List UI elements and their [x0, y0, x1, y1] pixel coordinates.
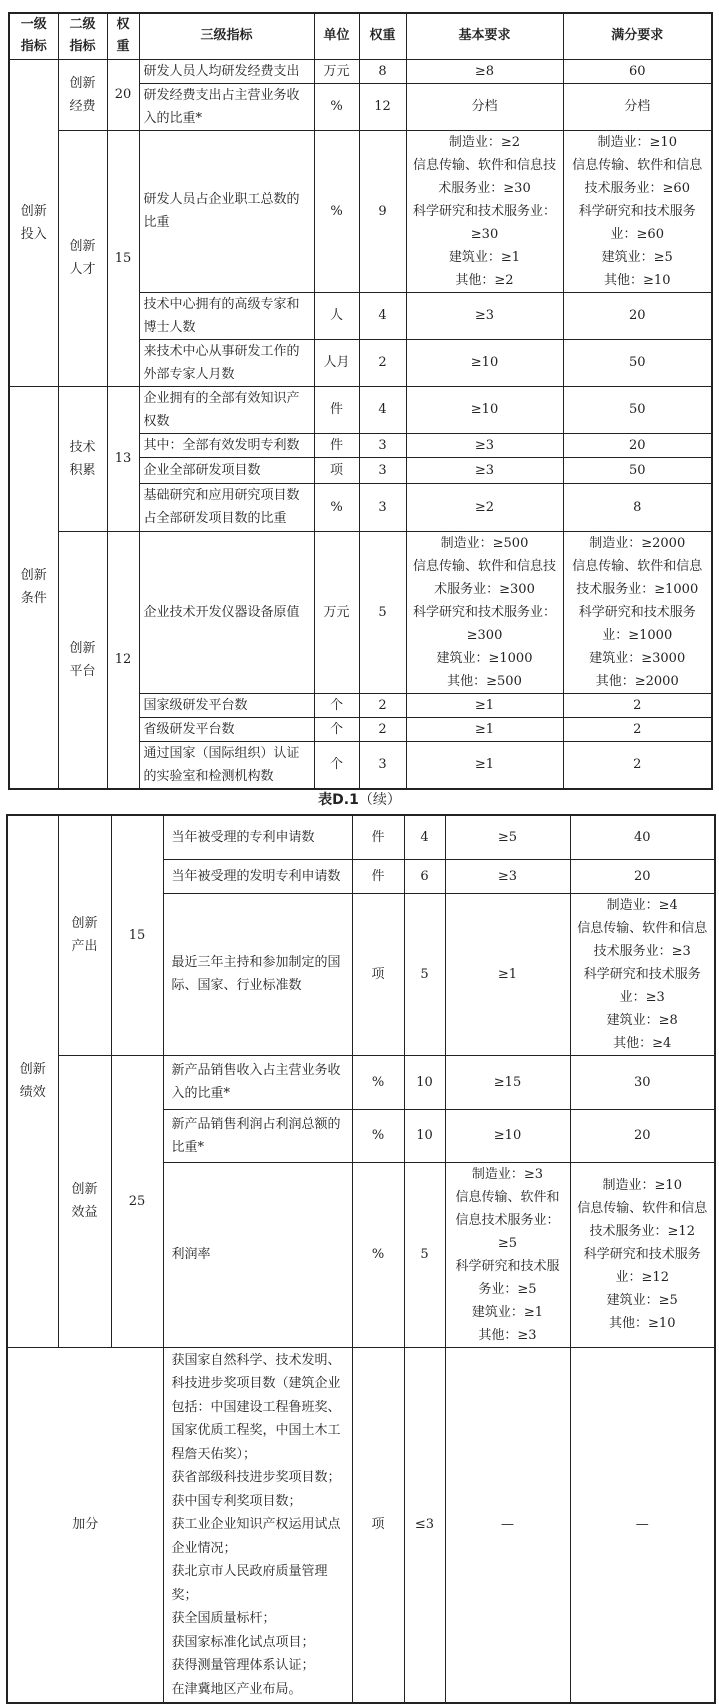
basic-cell: ≥10 — [406, 339, 563, 386]
basic-cell: ≥10 — [445, 1109, 570, 1162]
bonus-label: 加分 — [7, 1347, 163, 1703]
header-unit: 单位 — [314, 13, 359, 59]
basic-cell: 分档 — [406, 83, 563, 130]
unit-cell: 项 — [314, 457, 359, 483]
basic-cell: 制造业：≥3 信息传输、软件和 信息技术服务业： ≥5 科学研究和技术服 务业：≥5 建筑业：≥1 其他：≥3 — [445, 1162, 570, 1347]
header-weight: 权重 — [359, 13, 406, 59]
weight-cell: 3 — [359, 741, 406, 789]
weight-cell: 12 — [359, 83, 406, 130]
full-cell: 制造业：≥10 信息传输、软件和信息 技术服务业：≥12 科学研究和技术服务 业：≥12 建筑业：≥5 其他：≥10 — [570, 1162, 715, 1347]
table-header-row — [9, 13, 712, 59]
level1-cell: 创新 绩效 — [7, 815, 58, 1347]
level2-cell: 创新 平台 — [58, 531, 107, 789]
weight-cell: 3 — [359, 483, 406, 531]
full-cell: 30 — [570, 1055, 715, 1109]
full-cell: 20 — [563, 433, 712, 457]
indicator-cell: 来技术中心从事研发工作的外部专家人月数 — [139, 339, 314, 386]
unit-cell: 件 — [314, 433, 359, 457]
unit-cell: 个 — [314, 717, 359, 741]
table-row — [9, 130, 712, 292]
level2-weight: 15 — [107, 130, 139, 386]
level2-weight: 25 — [111, 1055, 163, 1347]
indicator-cell: 其中：全部有效发明专利数 — [139, 433, 314, 457]
weight-cell: 5 — [359, 531, 406, 693]
unit-cell: 人 — [314, 292, 359, 339]
full-cell: 60 — [563, 59, 712, 83]
bonus-weight: ≤3 — [404, 1347, 445, 1703]
header-level1: 一级 指标 — [9, 13, 58, 59]
indicator-cell: 技术中心拥有的高级专家和博士人数 — [139, 292, 314, 339]
weight-cell: 3 — [359, 433, 406, 457]
indicator-cell: 利润率 — [163, 1162, 352, 1347]
weight-cell: 4 — [359, 386, 406, 433]
header-basic-requirement: 基本要求 — [406, 13, 563, 59]
full-cell: 20 — [570, 859, 715, 893]
level2-weight: 13 — [107, 386, 139, 531]
full-cell: 2 — [563, 693, 712, 717]
indicator-cell: 新产品销售利润占利润总额的比重* — [163, 1109, 352, 1162]
table-row — [9, 59, 712, 83]
bonus-unit: 项 — [352, 1347, 404, 1703]
weight-cell: 2 — [359, 339, 406, 386]
basic-cell: ≥8 — [406, 59, 563, 83]
full-cell: 8 — [563, 483, 712, 531]
weight-cell: 4 — [404, 815, 445, 859]
full-cell: 50 — [563, 339, 712, 386]
indicator-table-part2 — [6, 814, 716, 1704]
table-caption: 表D.1（续） — [318, 792, 401, 808]
table-row — [9, 531, 712, 693]
indicator-cell: 新产品销售收入占主营业务收入的比重* — [163, 1055, 352, 1109]
level1-cell: 创新 投入 — [9, 59, 58, 386]
unit-cell: 人月 — [314, 339, 359, 386]
weight-cell: 4 — [359, 292, 406, 339]
weight-cell: 5 — [404, 1162, 445, 1347]
level2-cell: 创新 经费 — [58, 59, 107, 130]
indicator-cell: 国家级研发平台数 — [139, 693, 314, 717]
weight-cell: 9 — [359, 130, 406, 292]
basic-cell: ≥1 — [406, 693, 563, 717]
header-level2: 二级 指标 — [58, 13, 107, 59]
basic-cell: ≥1 — [406, 717, 563, 741]
indicator-cell: 基础研究和应用研究项目数占全部研发项目数的比重 — [139, 483, 314, 531]
level2-cell: 创新 产出 — [58, 815, 111, 1055]
unit-cell: % — [352, 1109, 404, 1162]
full-cell: 20 — [563, 292, 712, 339]
basic-cell: ≥3 — [406, 292, 563, 339]
level2-cell: 创新 人才 — [58, 130, 107, 386]
indicator-cell: 企业全部研发项目数 — [139, 457, 314, 483]
unit-cell: % — [314, 130, 359, 292]
level2-weight: 15 — [111, 815, 163, 1055]
indicator-cell: 企业技术开发仪器设备原值 — [139, 531, 314, 693]
level2-cell: 技术 积累 — [58, 386, 107, 531]
header-weight-short: 权 重 — [107, 13, 139, 59]
indicator-cell: 研发人员人均研发经费支出 — [139, 59, 314, 83]
weight-cell: 2 — [359, 717, 406, 741]
full-cell: 50 — [563, 386, 712, 433]
header-full-requirement: 满分要求 — [563, 13, 712, 59]
weight-cell: 3 — [359, 457, 406, 483]
table-row — [9, 386, 712, 433]
full-cell: 制造业：≥2000 信息传输、软件和信息 技术服务业：≥1000 科学研究和技术服务 业：≥1000 建筑业：≥3000 其他：≥2000 — [563, 531, 712, 693]
full-cell: 分档 — [563, 83, 712, 130]
unit-cell: % — [352, 1162, 404, 1347]
unit-cell: % — [314, 83, 359, 130]
bonus-row — [7, 1347, 715, 1703]
table-row — [7, 1055, 715, 1109]
indicator-cell: 当年被受理的发明专利申请数 — [163, 859, 352, 893]
table-row — [7, 815, 715, 859]
full-cell: 制造业：≥10 信息传输、软件和信息 技术服务业：≥60 科学研究和技术服务 业：≥60 建筑业：≥5 其他：≥10 — [563, 130, 712, 292]
level2-weight: 12 — [107, 531, 139, 789]
unit-cell: 件 — [352, 815, 404, 859]
basic-cell: ≥1 — [445, 893, 570, 1055]
weight-cell: 10 — [404, 1055, 445, 1109]
full-cell: 20 — [570, 1109, 715, 1162]
bonus-full: — — [570, 1347, 715, 1703]
weight-cell: 8 — [359, 59, 406, 83]
indicator-cell: 最近三年主持和参加制定的国际、国家、行业标准数 — [163, 893, 352, 1055]
unit-cell: 个 — [314, 741, 359, 789]
level2-weight: 20 — [107, 59, 139, 130]
weight-cell: 5 — [404, 893, 445, 1055]
basic-cell: ≥10 — [406, 386, 563, 433]
weight-cell: 2 — [359, 693, 406, 717]
unit-cell: % — [352, 1055, 404, 1109]
full-cell: 50 — [563, 457, 712, 483]
full-cell: 制造业：≥4 信息传输、软件和信息 技术服务业：≥3 科学研究和技术服务 业：≥3 建筑业：≥8 其他：≥4 — [570, 893, 715, 1055]
basic-cell: ≥3 — [406, 457, 563, 483]
basic-cell: 制造业：≥500 信息传输、软件和信息技 术服务业：≥300 科学研究和技术服务业： ≥300 建筑业：≥1000 其他：≥500 — [406, 531, 563, 693]
unit-cell: 件 — [352, 859, 404, 893]
header-level3: 三级指标 — [139, 13, 314, 59]
basic-cell: ≥3 — [445, 859, 570, 893]
basic-cell: ≥2 — [406, 483, 563, 531]
indicator-table-part1 — [8, 12, 713, 790]
basic-cell: 制造业：≥2 信息传输、软件和信息技 术服务业：≥30 科学研究和技术服务业： ≥30 建筑业：≥1 其他：≥2 — [406, 130, 563, 292]
basic-cell: ≥1 — [406, 741, 563, 789]
full-cell: 40 — [570, 815, 715, 859]
unit-cell: 个 — [314, 693, 359, 717]
indicator-cell: 通过国家（国际组织）认证的实验室和检测机构数 — [139, 741, 314, 789]
bonus-indicator-cell: 获国家自然科学、技术发明、 科技进步奖项目数（建筑企业 包括：中国建设工程鲁班奖、 国家优质工程奖，中国土木工 程詹天佑奖）； 获省部级科技进步奖项目数； 获中国专利奖项目数； 获工业企业知识产权运用试点 企业情况； 获北京市人民政府质量管理 奖； 获全国质量标杆； 获国家标准化试点项目； 获得测量管理体系认证； 在津冀地区产业布局。 — [163, 1347, 352, 1703]
unit-cell: % — [314, 483, 359, 531]
weight-cell: 10 — [404, 1109, 445, 1162]
indicator-cell: 当年被受理的专利申请数 — [163, 815, 352, 859]
basic-cell: ≥5 — [445, 815, 570, 859]
indicator-cell: 企业拥有的全部有效知识产权数 — [139, 386, 314, 433]
basic-cell: ≥15 — [445, 1055, 570, 1109]
weight-cell: 6 — [404, 859, 445, 893]
unit-cell: 万元 — [314, 59, 359, 83]
full-cell: 2 — [563, 717, 712, 741]
indicator-cell: 研发经费支出占主营业务收入的比重* — [139, 83, 314, 130]
basic-cell: ≥3 — [406, 433, 563, 457]
indicator-cell: 省级研发平台数 — [139, 717, 314, 741]
indicator-cell: 研发人员占企业职工总数的比重 — [139, 130, 314, 292]
unit-cell: 项 — [352, 893, 404, 1055]
level2-cell: 创新 效益 — [58, 1055, 111, 1347]
unit-cell: 件 — [314, 386, 359, 433]
level1-cell: 创新 条件 — [9, 386, 58, 789]
unit-cell: 万元 — [314, 531, 359, 693]
bonus-basic: — — [445, 1347, 570, 1703]
full-cell: 2 — [563, 741, 712, 789]
